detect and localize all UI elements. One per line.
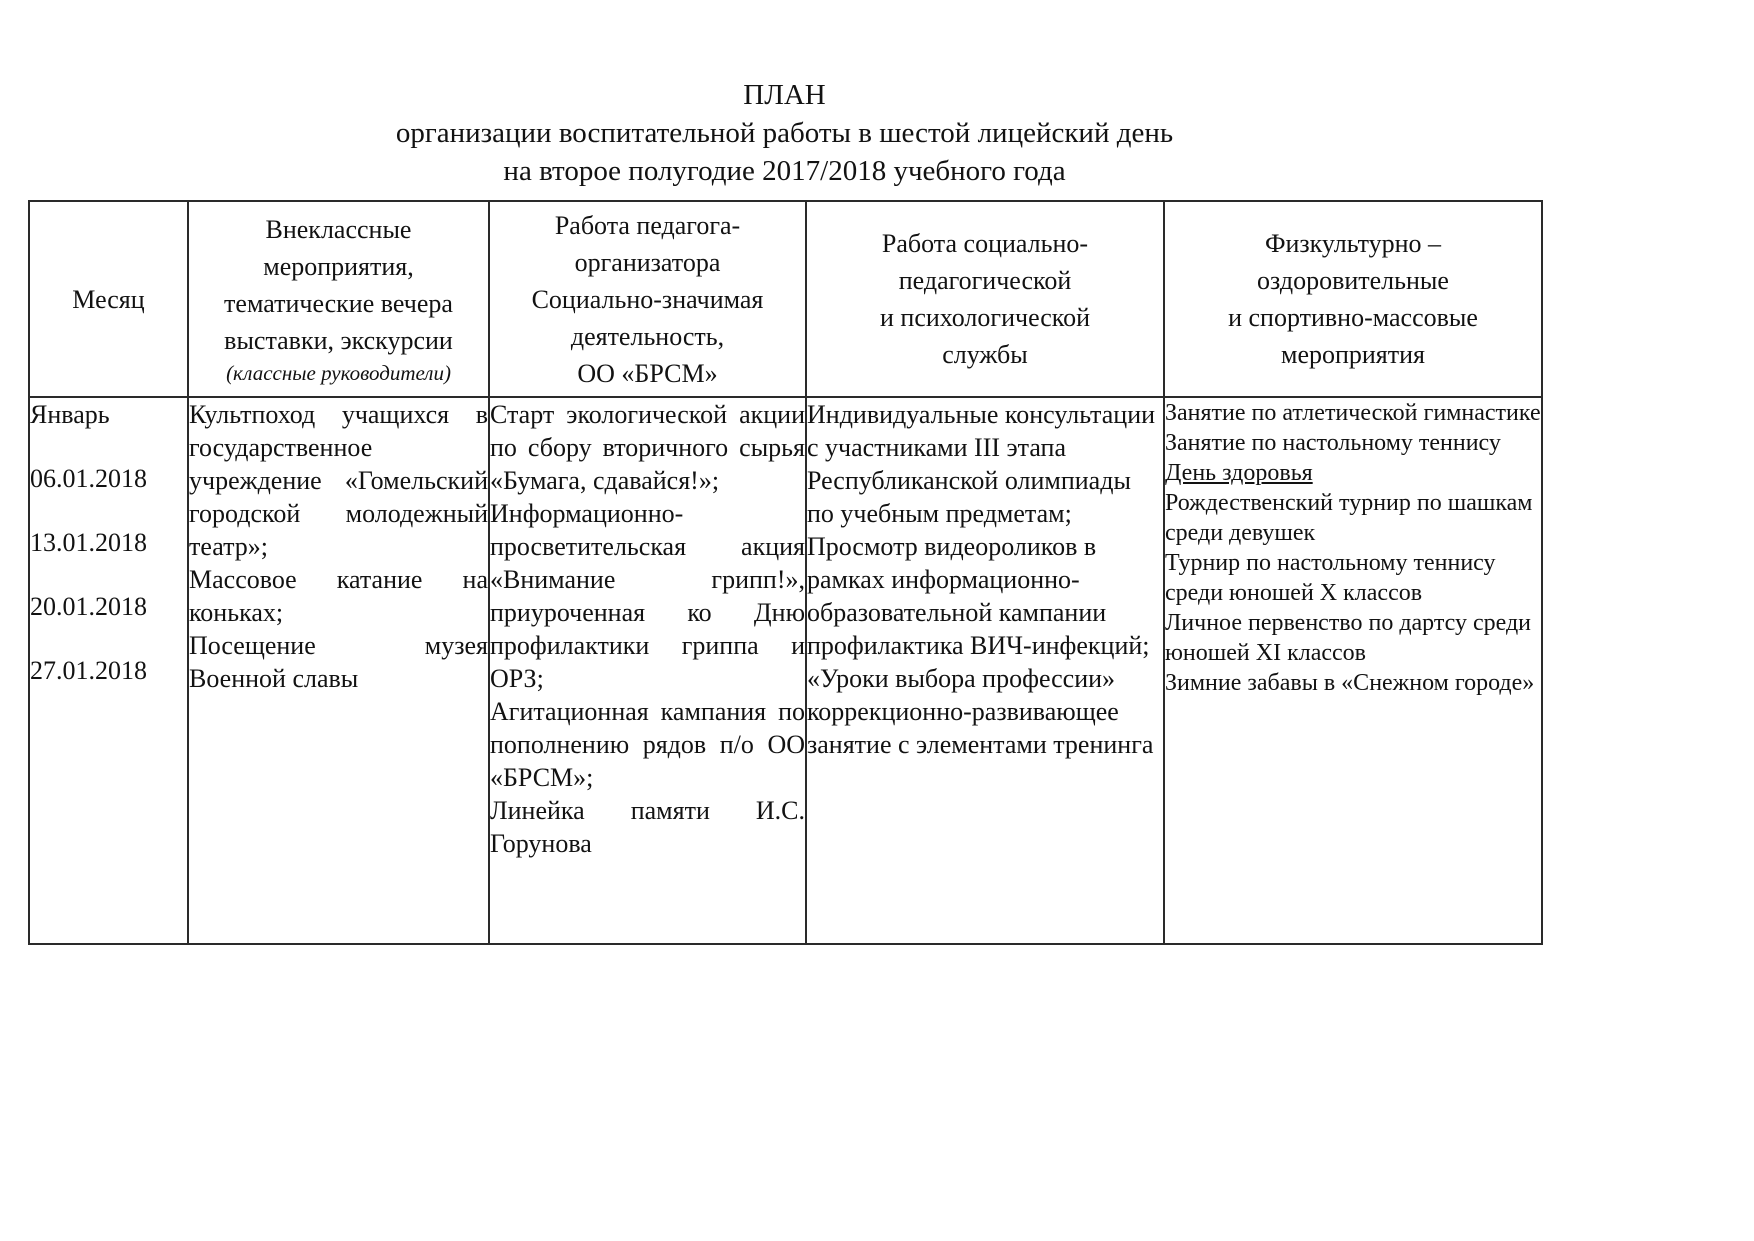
cell-sports <box>1164 397 1542 944</box>
header-line: Месяц <box>72 284 145 314</box>
activity-entry: Личное первенство по дартсу среди юношей XI классов <box>1165 610 1532 666</box>
table-header-row <box>29 201 1542 397</box>
extracurricular-entries <box>189 398 488 695</box>
social-entries <box>807 398 1163 761</box>
col-header-sports-lines <box>1165 225 1541 373</box>
activity-entry: Занятие по атлетической гимнастике <box>1165 400 1541 426</box>
activity-entry: Рождественский турнир по шашкам среди девушек <box>1165 490 1533 546</box>
header-line: и психологической <box>879 303 1091 332</box>
activity-entry: День здоровья <box>1165 460 1313 486</box>
activity-entry: Занятие по настольному теннису <box>1165 430 1501 456</box>
cell-month <box>29 397 188 944</box>
header-line: организатора <box>574 247 721 277</box>
header-line: педагогической <box>898 266 1072 295</box>
plan-table <box>28 200 1543 945</box>
header-line: мероприятия, <box>263 252 414 281</box>
header-line: Работа педагога- <box>554 210 741 240</box>
col-header-extracurricular-lines <box>189 211 488 359</box>
header-line: Внеклассные <box>265 215 412 244</box>
header-line: выставки, экскурсии <box>224 326 453 355</box>
header-line: Работа социально- <box>881 229 1089 258</box>
col-header-social-lines <box>807 225 1163 373</box>
date-label: 27.01.2018 <box>30 656 147 685</box>
activity-entry: Просмотр видеороликов в рамках информационно-образовательной кампании профилактика ВИЧ-инфекций; <box>807 532 1150 660</box>
col-header-month <box>29 201 188 397</box>
activity-entry: Турнир по настольному теннису среди юношей X классов <box>1165 550 1496 606</box>
header-line: деятельность, <box>570 321 725 351</box>
header-line: службы <box>942 340 1028 369</box>
activity-entry: Линейка памяти И.С. Горунова <box>490 796 805 858</box>
header-line: ОО «БРСМ» <box>577 358 718 388</box>
col-header-month-lines <box>30 281 187 318</box>
activity-entry: Зимние забавы в «Снежном городе» <box>1165 670 1535 696</box>
sports-entries <box>1165 398 1541 698</box>
date-label: 13.01.2018 <box>30 528 147 557</box>
activity-entry: Индивидуальные консультации с участниками III этапа Республиканской олимпиады по учебным предметам; <box>807 400 1156 528</box>
activity-entry: Массовое катание на коньках; <box>189 565 488 627</box>
activity-entry: «Уроки выбора профессии» коррекционно-развивающее занятие с элементами тренинга <box>807 664 1154 759</box>
document-title-line: организации воспитательной работы в шестой лицейский день <box>395 117 1174 149</box>
date-label: 20.01.2018 <box>30 592 147 621</box>
col-header-extracurricular-note: (классные руководители) <box>226 361 451 385</box>
col-header-sports <box>1164 201 1542 397</box>
header-line: Физкультурно – <box>1264 229 1442 258</box>
organizer-entries <box>490 398 805 860</box>
activity-entry: Старт экологической акции по сбору вторичного сырья «Бумага, сдавайся!»; <box>490 400 805 495</box>
month-dates <box>30 462 187 687</box>
activity-entry: Посещение музея Военной славы <box>189 631 488 693</box>
header-line: тематические вечера <box>224 289 453 318</box>
header-line: мероприятия <box>1280 340 1425 369</box>
table-body-row-january <box>29 397 1542 944</box>
document-title <box>28 76 1541 190</box>
col-header-social <box>806 201 1164 397</box>
header-line: Социально-значимая <box>531 284 764 314</box>
activity-entry: Культпоход учащихся в государственное учреждение «Гомельский городской молодежный театр»; <box>189 400 488 561</box>
col-header-organizer <box>489 201 806 397</box>
header-line: и спортивно-массовые <box>1228 303 1478 332</box>
activity-entry: Агитационная кампания по пополнению рядов п/о ОО «БРСМ»; <box>490 697 805 792</box>
cell-extracurricular <box>188 397 489 944</box>
month-label: Январь <box>30 400 110 429</box>
cell-social <box>806 397 1164 944</box>
date-label: 06.01.2018 <box>30 464 147 493</box>
cell-organizer <box>489 397 806 944</box>
document-title-line: на второе полугодие 2017/2018 учебного года <box>503 155 1066 187</box>
header-line: оздоровительные <box>1257 266 1449 295</box>
col-header-organizer-lines <box>490 207 805 392</box>
col-header-extracurricular <box>188 201 489 397</box>
activity-entry: Информационно-просветительская акция «Внимание грипп!», приуроченная ко Дню профилактики гриппа и ОРЗ; <box>490 499 805 693</box>
document-title-line: ПЛАН <box>743 79 826 111</box>
